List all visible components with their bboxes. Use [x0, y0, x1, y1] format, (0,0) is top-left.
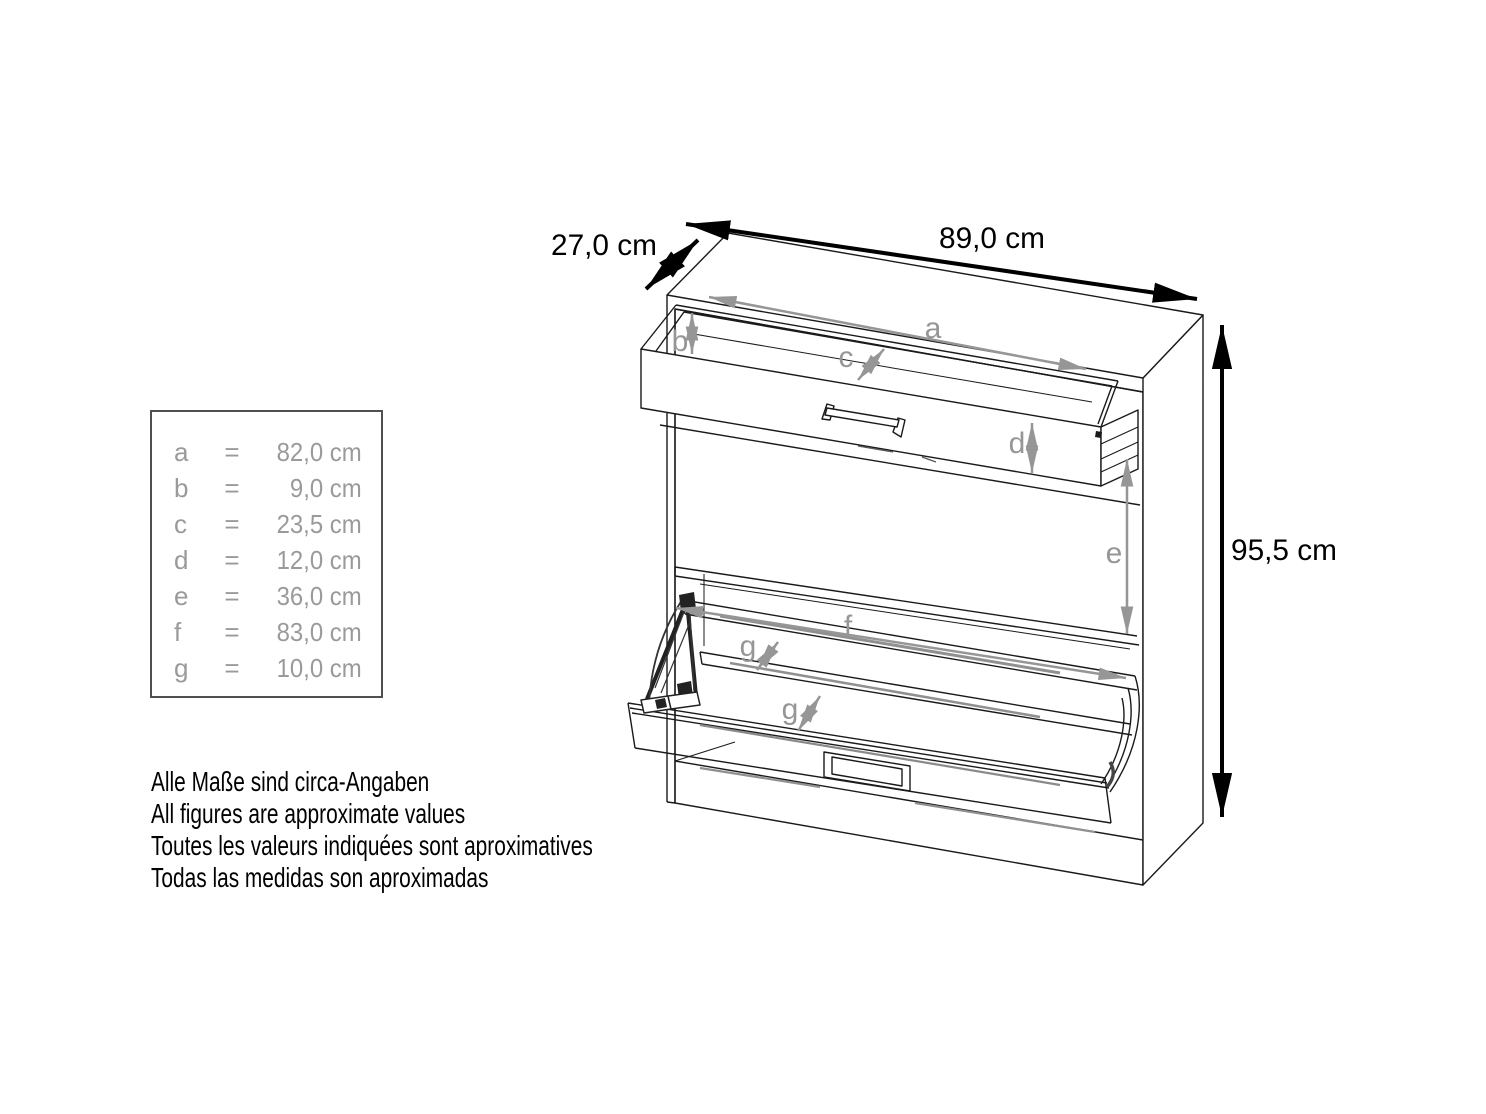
part-label-b: b: [671, 325, 689, 358]
legend-equals: =: [224, 437, 240, 467]
right-side-face: [1143, 315, 1203, 885]
legend-equals: =: [224, 617, 240, 647]
legend-row: [152, 470, 381, 506]
note-line-en: All figures are approximate values: [151, 798, 466, 829]
legend-row: [152, 506, 381, 542]
note-line-es: Todas las medidas son aproximadas: [151, 862, 489, 893]
legend-value: 82,0 cm: [276, 437, 362, 467]
note-line-fr: Toutes les valeurs indiquées sont aproximatives: [151, 830, 593, 861]
legend-row: [152, 542, 381, 578]
legend-value: 36,0 cm: [276, 581, 362, 611]
legend-equals: =: [224, 653, 240, 683]
legend-key: e: [174, 581, 189, 611]
legend-key: b: [174, 473, 189, 503]
legend-equals: =: [224, 509, 240, 539]
legend-key: g: [174, 653, 189, 683]
width-dimension-label: 89,0 cm: [939, 222, 1045, 255]
legend-value: 12,0 cm: [276, 545, 362, 575]
legend-value: 83,0 cm: [276, 617, 362, 647]
legend-value: 23,5 cm: [276, 509, 362, 539]
part-label-e: e: [1105, 537, 1123, 570]
legend-equals: =: [224, 545, 240, 575]
approximation-notes: [151, 766, 744, 894]
depth-dimension-label: 27,0 cm: [551, 229, 657, 262]
legend-key: f: [174, 617, 182, 647]
legend-equals: =: [224, 473, 240, 503]
drawer-lock-dot: [1095, 431, 1102, 438]
legend-key: d: [174, 545, 189, 575]
part-label-a: a: [924, 312, 942, 345]
legend-key: a: [174, 437, 189, 467]
part-label-g-lower: g: [781, 693, 799, 726]
legend-row: [152, 434, 381, 470]
legend-value: 10,0 cm: [276, 653, 362, 683]
part-label-d: d: [1008, 427, 1026, 460]
legend-equals: =: [224, 581, 240, 611]
part-label-g-upper: g: [739, 630, 757, 663]
legend-value: 9,0 cm: [289, 473, 362, 503]
part-label-c: c: [838, 341, 854, 374]
legend-row: [152, 614, 381, 650]
dimension-legend-box: [150, 410, 383, 698]
height-dimension-label: 95,5 cm: [1231, 534, 1337, 567]
legend-row: [152, 578, 381, 614]
part-label-f: f: [843, 610, 853, 643]
legend-row: [152, 650, 381, 686]
legend-key: c: [174, 509, 187, 539]
note-line-de: Alle Maße sind circa-Angaben: [151, 766, 430, 797]
